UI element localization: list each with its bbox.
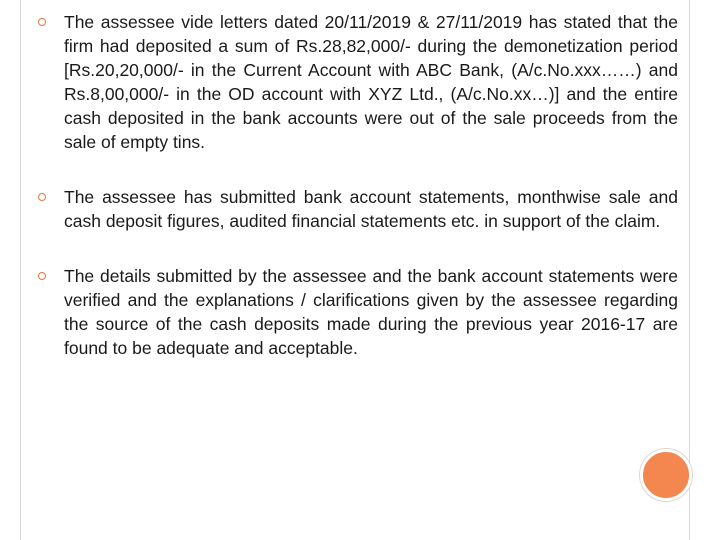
bullet-text-2: The assessee has submitted bank account statements, monthwise sale and cash deposit figures, audited financial statements etc. in support of the claim.: [64, 187, 678, 231]
bullet-list: [38, 10, 678, 360]
bullet-text-3: The details submitted by the assessee and the bank account statements were verified and the explanations / clarifications given by the assessee regarding the source of the cash deposits made during the previous year 2016-17 are found to be adequate and acceptable.: [64, 266, 678, 358]
bullet-text-1: The assessee vide letters dated 20/11/2019 & 27/11/2019 has stated that the firm had deposited a sum of Rs.28,82,000/- during the demonetization period [Rs.20,20,000/- in the Current Account with ABC Bank, (A/c.No.xxx……) and Rs.8,00,000/- in the OD account with XYZ Ltd., (A/c.No.xx…)] and the entire cash deposited in the bank accounts were out of the sale proceeds from the sale of empty tins.: [64, 12, 678, 152]
bullet-circle-icon: [38, 272, 46, 280]
bullet-item-3: [38, 264, 678, 360]
bullet-circle-icon: [38, 18, 46, 26]
bullet-circle-icon: [38, 193, 46, 201]
bullet-item-2: [38, 185, 678, 233]
decorative-orange-circle: [640, 449, 692, 501]
bullet-item-1: [38, 10, 678, 154]
